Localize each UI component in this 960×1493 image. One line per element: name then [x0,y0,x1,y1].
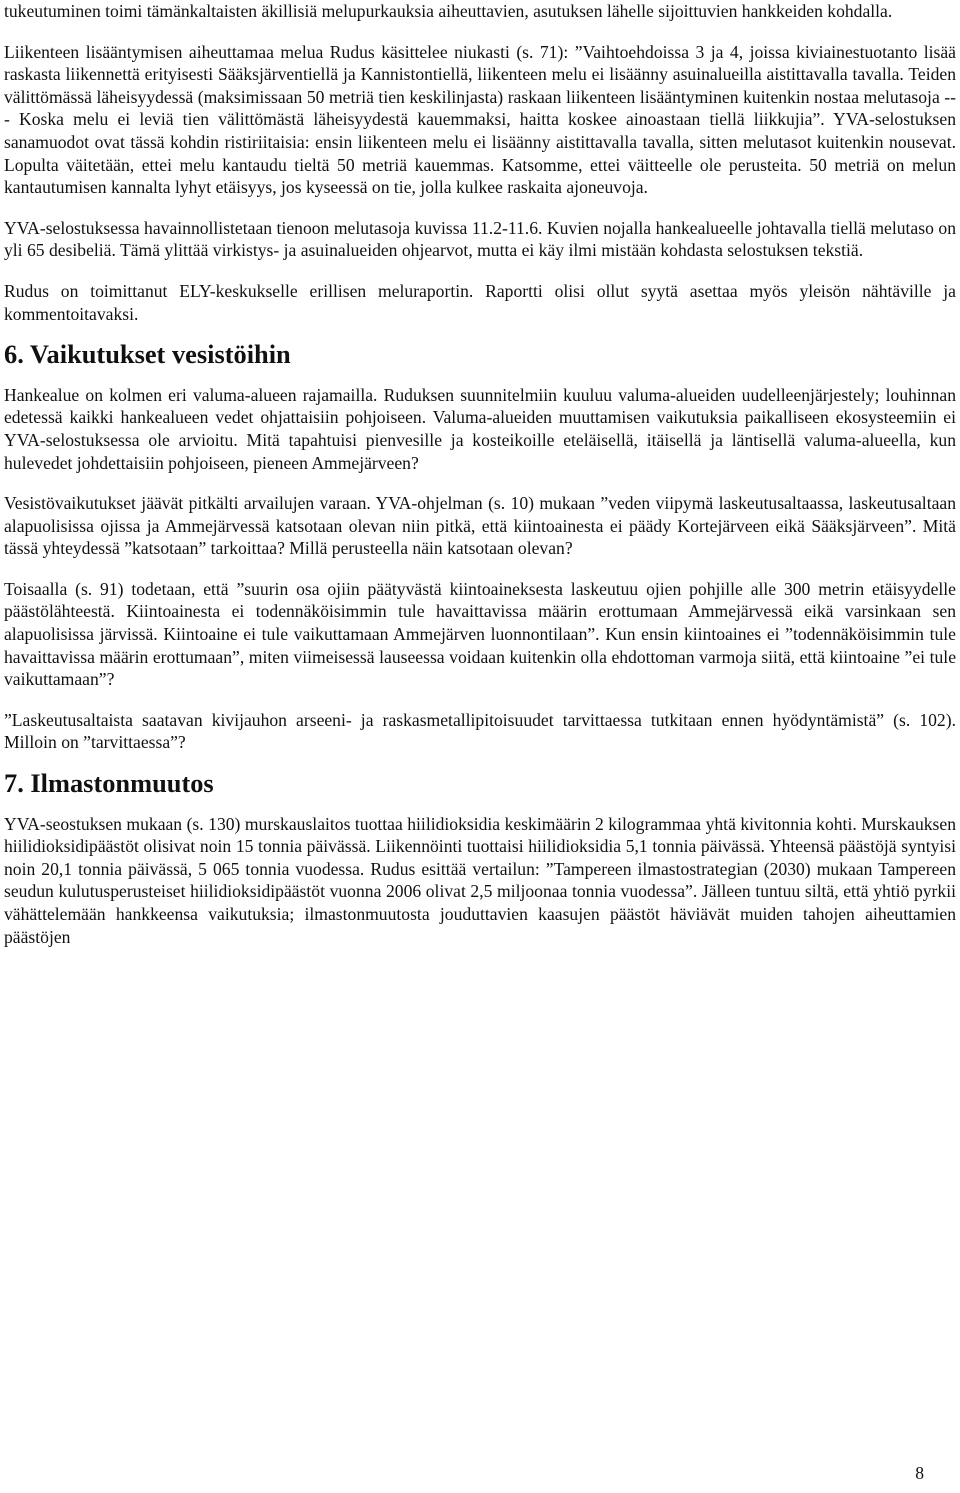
section-heading-water: 6. Vaikutukset vesistöihin [4,339,291,370]
document-page [4,0,956,948]
page-number: 8 [915,1463,924,1483]
paragraph-traffic-noise: Liikenteen lisääntymisen aiheuttamaa melua Rudus käsittelee niukasti (s. 71): ”Vaihtoehdoissa 3 ja 4, joissa kiviainestuotanto lisää raskasta liikennettä erityisesti Sääksjärventiellä ja Kannistontiellä, liikenteen melu ei lisäänny asuinalueilla aistittavalla tavalla. Teiden välittömässä läheisyydessä (maksimissaan 50 metriä tien keskilinjasta) raskaan liikenteen lisääntyminen kuitenkin nostaa melutasoja --- Koska melu ei leviä tien välittömästä läheisyydestä kauemmaksi, haitta koskee ainoastaan tiellä liikkujia”. YVA-selostuksen sanamuodot ovat tässä kohdin ristiriitaisia: ensin liikenteen melu ei lisäänny aistittavalla tavalla, sitten melutasot kuitenkin nousevat. Lopulta väitetään, ettei melu kantaudu tieltä 50 metriä kauemmas. Katsomme, ettei väitteelle ole perusteita. 50 metriä on melun kantautumisen kannalta lyhyt etäisyys, jos kyseessä on tie, jolla kulkee raskaita ajoneuvoja. [4,41,956,198]
section-heading-climate: 7. Ilmastonmuutos [4,768,214,799]
paragraph-co2: YVA-seostuksen mukaan (s. 130) murskauslaitos tuottaa hiilidioksidia keskimäärin 2 kilogrammaa yhtä kivitonnia kohti. Murskauksen hiilidioksidipäästöt olisivat noin 15 tonnia päivässä. Liikennöinti tuottaisi hiilidioksidia 5,1 tonnia päivässä. Yhteensä päästöjä syntyisi noin 20,1 tonnia päivässä, 5 065 tonnia vuodessa. Rudus esittää vertailun: ”Tampereen ilmastostrategian (2030) mukaan Tampereen seudun kulutusperusteiset hiilidioksidipäästöt vuonna 2006 olivat 2,5 miljoonaa tonnia vuodessa”. Jälleen tuntuu siltä, että yhtiö pyrkii vähättelemään hankkeensa vaikutuksia; ilmastonmuutosta jouduttavien kaasujen päästöt häviävät muiden tahojen aiheuttamien päästöjen [4,813,956,947]
paragraph-water-impacts: Vesistövaikutukset jäävät pitkälti arvailujen varaan. YVA-ohjelman (s. 10) mukaan ”veden viipymä laskeutusaltaassa, laskeutusaltaan alapuolisissa ojissa ja Ammejärvessä katsotaan olevan niin pitkä, että kiintoainesta ei päädy Kortejärveen eikä Sääksjärveen”. Mitä tässä yhteydessä ”katsotaan” tarkoittaa? Millä perusteella näin katsotaan olevan? [4,493,956,559]
paragraph-catchment: Hankealue on kolmen eri valuma-alueen rajamailla. Ruduksen suunnitelmiin kuuluu valuma-alueiden uudelleenjärjestely; louhinnan edetessä kaikki hankealueen vedet ohjattaisiin pohjoiseen. Valuma-alueiden muuttamisen vaikutuksia paikalliseen ekosysteemiin ei YVA-selostuksessa ole arvioitu. Mitä tapahtuisi pienvesille ja kosteikoille eteläisellä, itäisellä ja läntisellä valuma-alueella, kun hulevedet johdettaisiin pohjoiseen, pieneen Ammejärveen? [4,384,956,473]
paragraph-noise-figures: YVA-selostuksessa havainnollistetaan tienoon melutasoja kuvissa 11.2-11.6. Kuvien nojalla hankealueelle johtavalla tiellä melutaso on yli 65 desibeliä. Tämä ylittää virkistys- ja asuinalueiden ohjearvot, mutta ei käy ilmi mistään kohdasta selostuksen tekstiä. [4,217,956,261]
paragraph-arsenic: ”Laskeutusaltaista saatavan kivijauhon arseeni- ja raskasmetallipitoisuudet tarvittaessa tutkitaan ennen hyödyntämistä” (s. 102). Milloin on ”tarvittaessa”? [4,709,956,753]
paragraph-noise-intro: tukeutuminen toimi tämänkaltaisten äkillisiä melupurkauksia aiheuttavien, asutuksen lähelle sijoittuvien hankkeiden kohdalla. [4,1,893,21]
paragraph-sediment: Toisaalla (s. 91) todetaan, että ”suurin osa ojiin päätyvästä kiintoaineksesta laskeutuu ojien pohjille alle 300 metrin etäisyydelle päästölähteestä. Kiintoainesta ei todennäköisimmin tule havaittavissa määrin erottumaan Ammejärvessä eikä varsinkaan sen alapuolisissa järvissä. Kiintoaine ei tule vaikuttamaan Ammejärven luonnontilaan”. Kun ensin kiintoaines ei ”todennäköisimmin tule havaittavissa määrin erottumaan”, miten viimeisessä lauseessa voidaan kuitenkin olla ehdottoman varmoja siitä, että kiintoaine ”ei tule vaikuttamaan”? [4,578,956,690]
paragraph-noise-report: Rudus on toimittanut ELY-keskukselle erillisen meluraportin. Raportti olisi ollut syytä asettaa myös yleisön nähtäville ja kommentoitavaksi. [4,280,956,324]
